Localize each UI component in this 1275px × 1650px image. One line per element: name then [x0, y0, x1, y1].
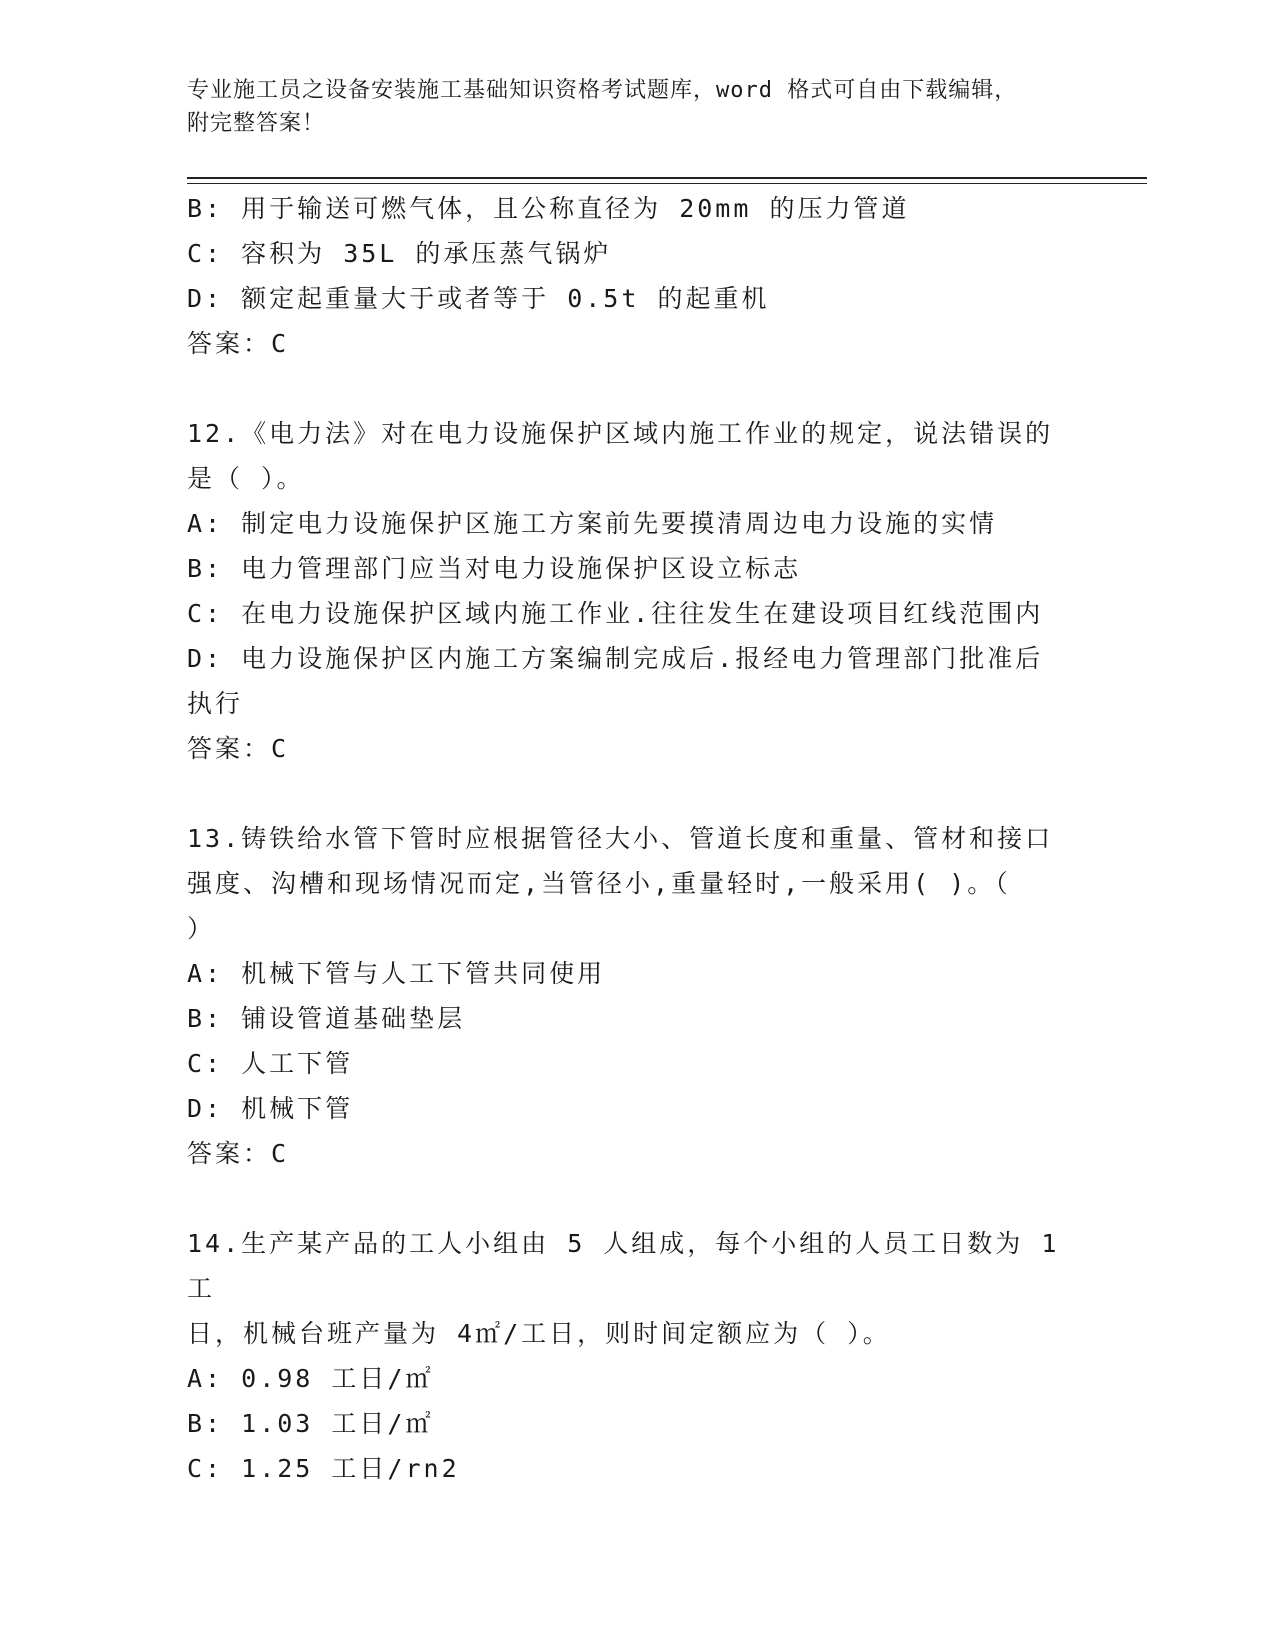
q13-option-a: A: 机械下管与人工下管共同使用 — [187, 959, 606, 988]
q11-option-b: B: 用于输送可燃气体，且公称直径为 20mm 的压力管道 — [187, 194, 910, 223]
q13-stem-line-2: 强度、沟槽和现场情况而定,当管径小,重量轻时,一般采用( )。（ — [187, 869, 1011, 898]
header-line-1: 专业施工员之设备安装施工基础知识资格考试题库，word 格式可自由下载编辑， — [187, 78, 1018, 103]
question-14 — [187, 1221, 1078, 1491]
q13-answer: 答案：C — [187, 1139, 290, 1168]
header-rule-thick — [187, 177, 1147, 179]
q13-option-d: D: 机械下管 — [187, 1094, 354, 1123]
header-line-2: 附完整答案！ — [187, 111, 326, 136]
q12-option-c: C: 在电力设施保护区域内施工作业.往往发生在建设项目红线范围内 — [187, 599, 1044, 628]
q14-option-c: C: 1.25 工日/rn2 — [187, 1454, 460, 1483]
header-rule-thin — [187, 183, 1147, 184]
q12-stem-line-1: 12.《电力法》对在电力设施保护区域内施工作业的规定，说法错误的 — [187, 419, 1054, 448]
q11-option-d: D: 额定起重量大于或者等于 0.5t 的起重机 — [187, 284, 770, 313]
page-header — [187, 74, 1087, 140]
q12-option-d-line-2: 执行 — [187, 689, 244, 718]
q13-option-c: C: 人工下管 — [187, 1049, 354, 1078]
spacer — [187, 1176, 1067, 1221]
q13-option-b: B: 铺设管道基础垫层 — [187, 1004, 466, 1033]
q11-option-c: C: 容积为 35L 的承压蒸气锅炉 — [187, 239, 612, 268]
q12-option-d-line-1: D: 电力设施保护区内施工方案编制完成后.报经电力管理部门批准后 — [187, 644, 1044, 673]
q12-stem-line-2: 是（ ）。 — [187, 464, 305, 493]
q14-option-a: A: 0.98 工日/㎡ — [187, 1364, 434, 1393]
q12-option-a: A: 制定电力设施保护区施工方案前先要摸清周边电力设施的实情 — [187, 509, 998, 538]
q11-answer: 答案：C — [187, 329, 290, 358]
q14-stem-line-1: 14.生产某产品的工人小组由 5 人组成，每个小组的人员工日数为 1 工 — [187, 1229, 1078, 1303]
question-11-tail — [187, 186, 1067, 366]
q14-option-b: B: 1.03 工日/㎡ — [187, 1409, 434, 1438]
question-list — [187, 186, 1078, 1491]
q14-stem-line-2: 日，机械台班产量为 4㎡/工日，则时间定额应为（ ）。 — [187, 1319, 891, 1348]
document-page — [187, 0, 1147, 1650]
q12-answer: 答案：C — [187, 734, 290, 763]
q13-stem-line-1: 13.铸铁给水管下管时应根据管径大小、管道长度和重量、管材和接口 — [187, 824, 1054, 853]
question-13 — [187, 816, 1067, 1176]
q13-stem-line-3: ） — [187, 914, 216, 943]
q12-option-b: B: 电力管理部门应当对电力设施保护区设立标志 — [187, 554, 802, 583]
spacer — [187, 366, 1067, 411]
question-12 — [187, 411, 1067, 771]
spacer — [187, 771, 1067, 816]
